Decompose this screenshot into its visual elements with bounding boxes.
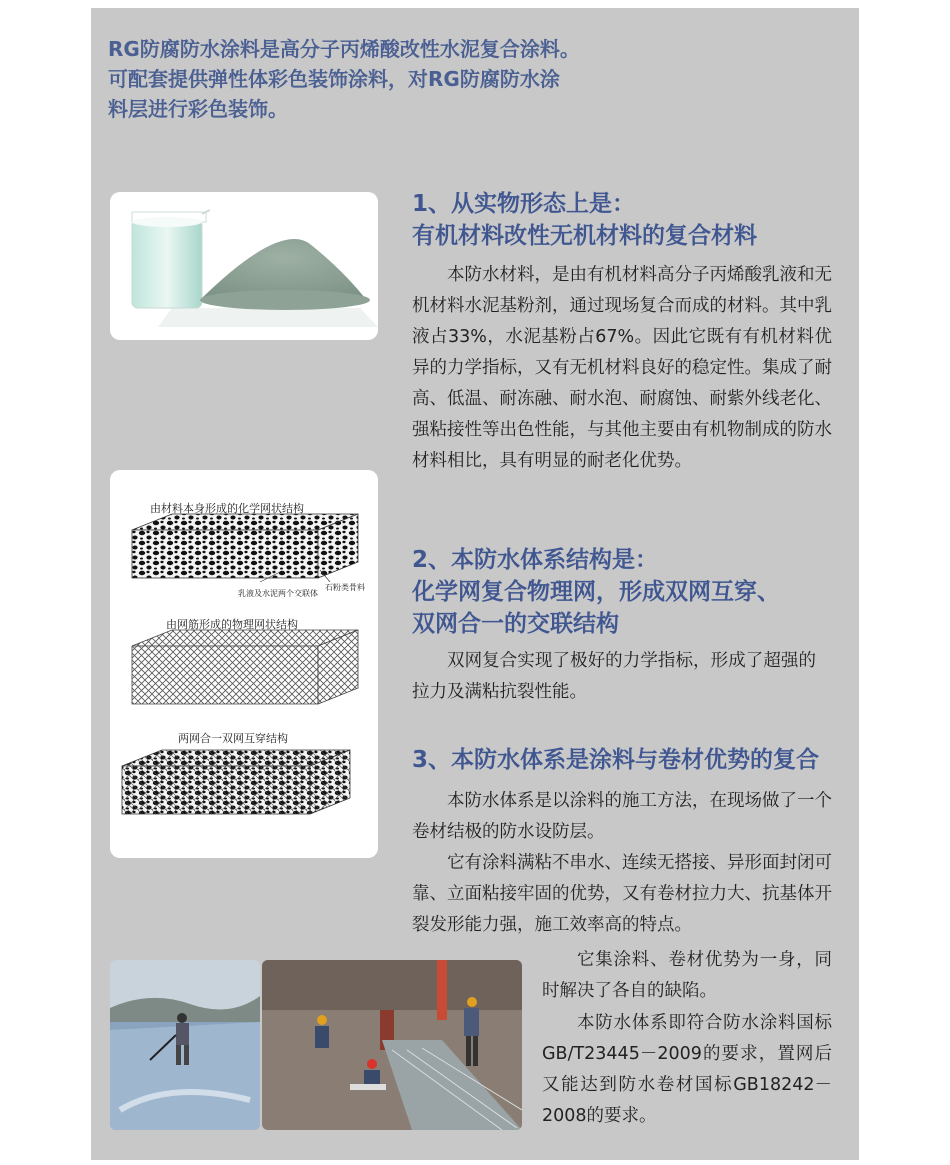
- diagram-caption-physical: 由网筋形成的物理网状结构: [166, 618, 298, 631]
- section3-heading: 3、本防水体系是涂料与卷材优势的复合: [412, 747, 820, 773]
- section3-body-2: 它有涂料满粘不串水、连续无搭接、异形面封闭可靠、立面粘接牢固的优势，又有卷材拉力大、抗基体开裂发形能力强，施工效率高的特点。: [412, 853, 832, 935]
- section3-body-3: 它集涂料、卷材优势为一身，同时解决了各自的缺陷。: [542, 950, 832, 1001]
- section1-heading-2: 有机材料改性无机材料的复合材料: [412, 223, 757, 249]
- section2-heading-1: 2、本防水体系结构是：: [412, 547, 659, 573]
- beaker-powder-image: [110, 192, 378, 340]
- mesh-laying-image: [262, 960, 522, 1130]
- section1-body: 本防水材料，是由有机材料高分子丙烯酸乳液和无机材料水泥基粉剂，通过现场复合而成的材料。其中乳液占33%，水泥基粉占67%。因此它既有有机材料优异的力学指标，又有无机材料良好的稳定性。集成了耐高、低温、耐冻融、耐水泡、耐腐蚀、耐紫外线老化、强粘接性等出色性能，与其他主要由有机物制成的防水材料相比，具有明显的耐老化优势。: [412, 265, 832, 471]
- diagram-caption-combined: 两网合一双网互穿结构: [178, 732, 288, 745]
- intro-line-1: RG防腐防水涂料是高分子丙烯酸改性水泥复合涂料。: [108, 37, 580, 61]
- structure-diagram-card: [110, 470, 378, 858]
- diagram-label-aggregate: 石粉类骨料: [325, 583, 365, 592]
- section2-heading-3: 双网合一的交联结构: [412, 611, 619, 637]
- material-photo-card: [110, 192, 378, 340]
- section3-body-4: 本防水体系即符合防水涂料国标GB/T23445－2009的要求，置网后又能达到防水卷材国标GB18242－2008的要求。: [542, 1013, 832, 1126]
- intro-line-2: 可配套提供弹性体彩色装饰涂料，对RG防腐防水涂: [108, 67, 560, 91]
- section1-heading-1: 1、从实物形态上是：: [412, 191, 636, 217]
- intro-line-3: 料层进行彩色装饰。: [108, 97, 288, 121]
- diagram-caption-chemical: 由材料本身形成的化学网状结构: [150, 502, 304, 515]
- section2-body: 双网复合实现了极好的力学指标，形成了超强的拉力及满粘抗裂性能。: [412, 651, 816, 702]
- section3-body-1: 本防水体系是以涂料的施工方法，在现场做了一个卷材结极的防水设防层。: [412, 791, 832, 842]
- roof-spraying-image: [110, 960, 260, 1130]
- roof-spraying-photo: [110, 960, 260, 1130]
- diagram-label-crosslink: 乳液及水泥两个交联体: [238, 589, 318, 598]
- mesh-laying-photo: [262, 960, 522, 1130]
- structure-diagrams: [110, 470, 378, 858]
- intro-text: [108, 34, 668, 124]
- section2-heading-2: 化学网复合物理网，形成双网互穿、: [412, 579, 780, 605]
